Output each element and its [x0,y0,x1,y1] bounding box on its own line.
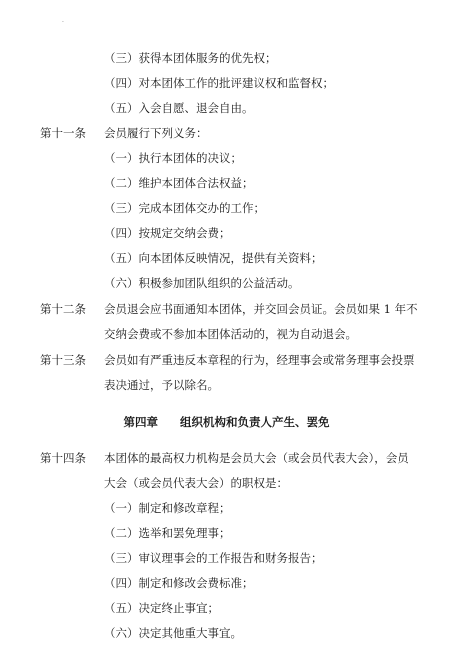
list-item: （一）执行本团体的决议； [104,151,242,165]
list-item: （二）维护本团体合法权益； [104,176,254,190]
list-item: （三）审议理事会的工作报告和财务报告； [104,551,323,565]
article-label: 第十三条 [40,353,86,367]
chapter-number: 第四章 [123,415,158,429]
article-text: 会员如有严重违反本章程的行为，经理事会或常务理事会投票 [104,353,415,367]
list-item: （六）积极参加团队组织的公益活动。 [104,276,300,290]
list-item: （四）制定和修改会费标准； [104,576,254,590]
list-item: （五）入会自愿、退会自由。 [104,101,254,115]
article-label: 第十四条 [40,451,86,465]
article-text: 会员退会应书面通知本团体，并交回会员证。会员如果 1 年不 [104,302,418,316]
list-item: （二）选举和罢免理事； [104,526,231,540]
list-item: （三）获得本团体服务的优先权； [104,51,277,65]
article-text: 会员履行下列义务： [104,126,208,140]
list-item: （六）决定其他重大事宜。 [104,626,242,640]
list-item: （五）决定终止事宜； [104,601,219,615]
article-text: 大会（或会员代表大会）的职权是： [104,476,288,490]
article-text: 本团体的最高权力机构是会员大会（或会员代表大会），会员 [104,451,409,465]
chapter-title: 组织机构和负责人产生、罢免 [180,415,330,429]
list-item: （四）按规定交纳会费； [104,226,231,240]
article-text: 表决通过，予以除名。 [104,378,219,392]
list-item: （一）制定和修改章程； [104,501,231,515]
chapter-heading [0,414,453,430]
list-item: （五）向本团体反映情况，提供有关资料； [104,251,323,265]
article-label: 第十一条 [40,126,86,140]
article-text: 交纳会费或不参加本团体活动的，视为自动退会。 [104,327,357,341]
article-label: 第十二条 [40,302,86,316]
scan-speck: · [62,19,64,26]
list-item: （四）对本团体工作的批评建议权和监督权； [104,76,334,90]
list-item: （三）完成本团体交办的工作； [104,201,265,215]
